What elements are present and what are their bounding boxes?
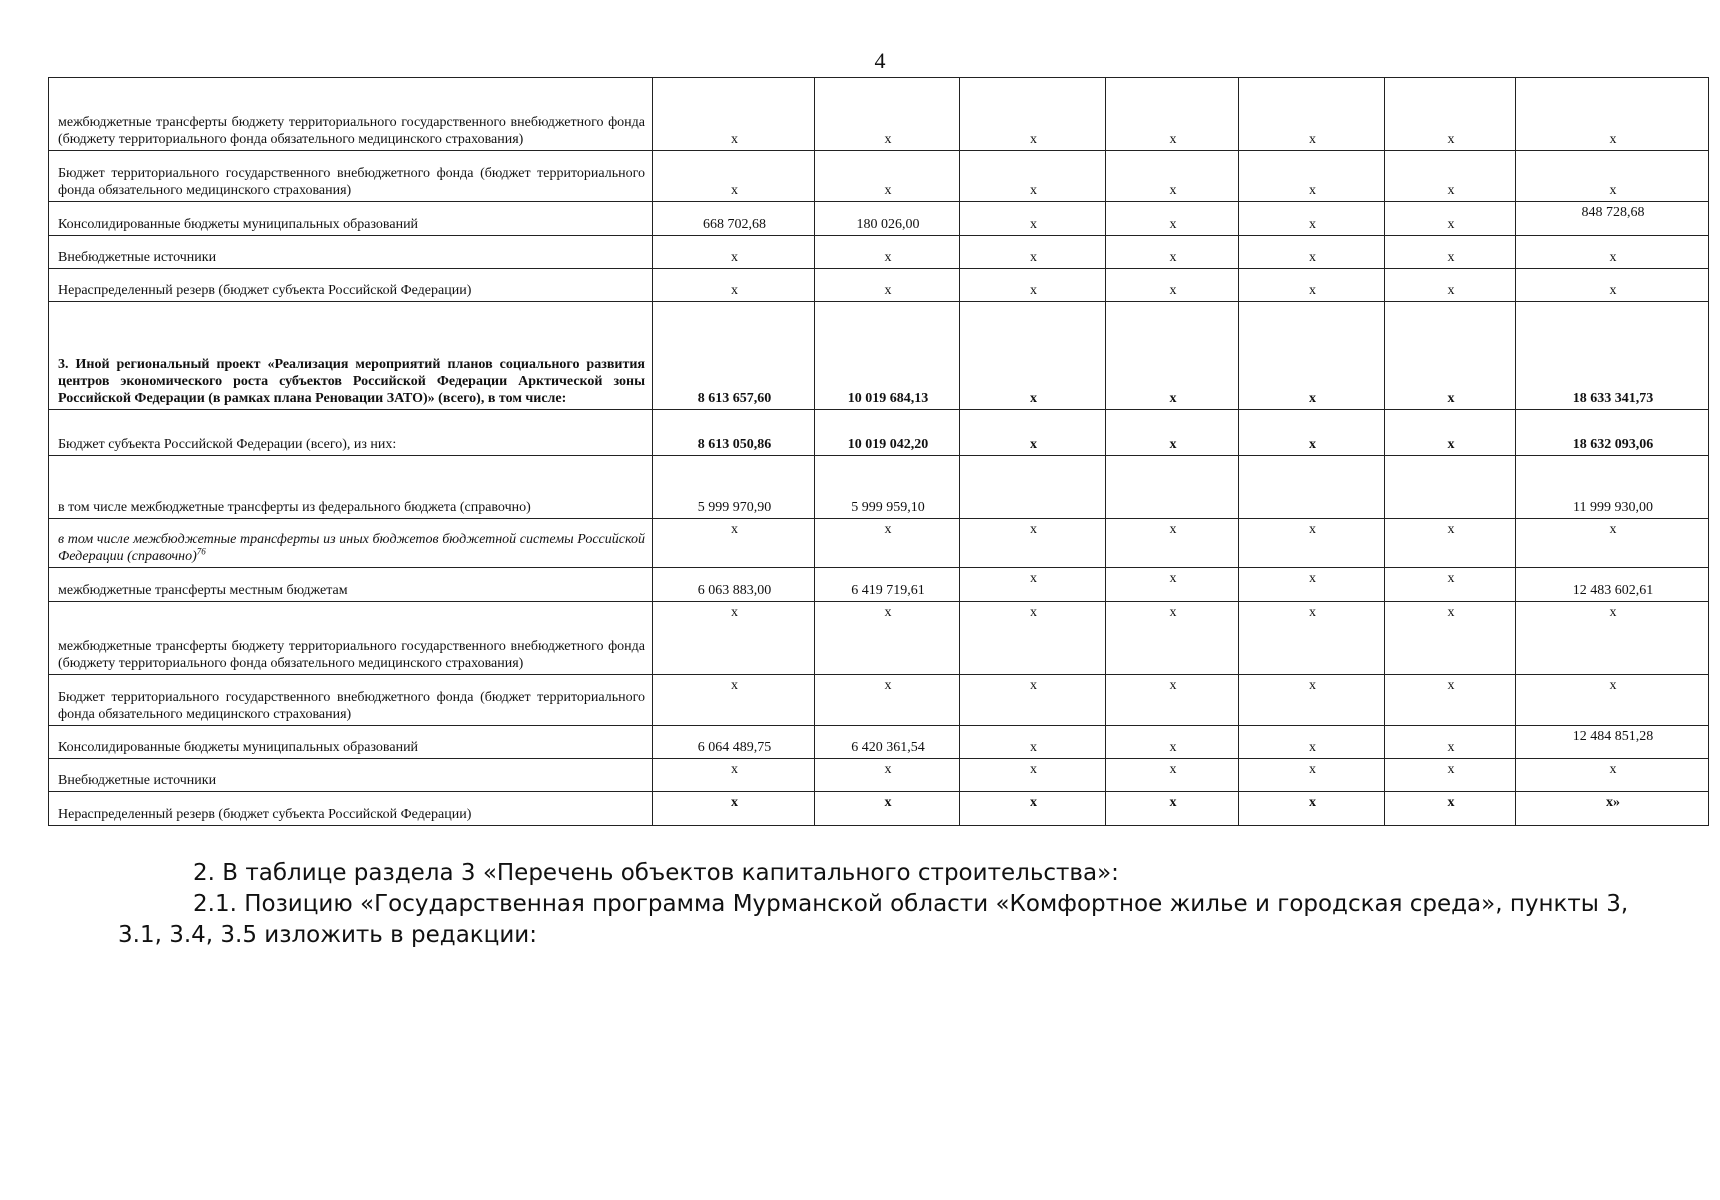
row-label: Нераспределенный резерв (бюджет субъекта Российской Федерации) — [49, 269, 653, 302]
table-cell: х — [653, 675, 815, 726]
table-cell: х — [1516, 519, 1709, 568]
table-cell: х — [815, 269, 960, 302]
table-row — [49, 151, 1709, 202]
table-cell: х — [815, 78, 960, 151]
table-cell: х — [1239, 602, 1385, 675]
table-cell: х — [1385, 519, 1516, 568]
row-label: Бюджет территориального государственного внебюджетного фонда (бюджет территориального фонда обязательного медицинского страхования) — [49, 675, 653, 726]
table-cell: х — [960, 726, 1106, 759]
table-cell: х — [1106, 202, 1239, 236]
row-label: Бюджет субъекта Российской Федерации (всего), из них: — [49, 410, 653, 456]
table-row — [49, 726, 1709, 759]
table-cell: х — [1385, 568, 1516, 602]
table-cell: х — [960, 236, 1106, 269]
table-cell: х — [1239, 78, 1385, 151]
table-cell: х — [1106, 302, 1239, 410]
table-cell: х — [1239, 410, 1385, 456]
table-row — [49, 78, 1709, 151]
table-cell: 11 999 930,00 — [1516, 456, 1709, 519]
table-cell: х — [1106, 726, 1239, 759]
table-cell: х — [960, 759, 1106, 792]
table-row — [49, 759, 1709, 792]
row-label: межбюджетные трансферты бюджету территориального государственного внебюджетного фонда (бюджету территориального фонда обязательного медицинского страхования) — [49, 602, 653, 675]
table-cell: х — [1516, 78, 1709, 151]
table-cell: х — [1516, 602, 1709, 675]
table-cell: х — [1385, 410, 1516, 456]
table-cell: х — [1385, 78, 1516, 151]
table-cell: х — [960, 202, 1106, 236]
table-cell: х — [1239, 759, 1385, 792]
table-cell: х — [1385, 675, 1516, 726]
row-label: межбюджетные трансферты бюджету территориального государственного внебюджетного фонда (бюджету территориального фонда обязательного медицинского страхования) — [49, 78, 653, 151]
table-cell: х — [1239, 202, 1385, 236]
table-cell: х — [1106, 602, 1239, 675]
table-cell: х — [1385, 236, 1516, 269]
paragraph-section-3: 2. В таблице раздела 3 «Перечень объектов капитального строительства»: — [193, 860, 1119, 886]
table-cell: 12 483 602,61 — [1516, 568, 1709, 602]
budget-table — [48, 77, 1709, 826]
table-cell: х — [1239, 269, 1385, 302]
table-cell: х — [1106, 269, 1239, 302]
table-cell: х — [1239, 792, 1385, 826]
table-cell: х — [1385, 726, 1516, 759]
table-cell: 6 420 361,54 — [815, 726, 960, 759]
row-label: межбюджетные трансферты местным бюджетам — [49, 568, 653, 602]
table-cell: х — [1239, 236, 1385, 269]
table-cell: х — [1516, 269, 1709, 302]
table-cell: х — [960, 675, 1106, 726]
table-row — [49, 568, 1709, 602]
table-row — [49, 675, 1709, 726]
table-cell: х — [1385, 202, 1516, 236]
table-cell: х — [1516, 759, 1709, 792]
table-cell: х — [653, 236, 815, 269]
table-cell: х — [1106, 568, 1239, 602]
table-cell: 6 064 489,75 — [653, 726, 815, 759]
table-cell: х — [960, 568, 1106, 602]
table-cell: х — [815, 759, 960, 792]
table-cell: х — [960, 519, 1106, 568]
row-label: 3. Иной региональный проект «Реализация мероприятий планов социального развития центров экономического роста субъектов Российской Федерации Арктической зоны Российской Федерации (в рамках плана Реновации ЗАТО)» (всего), в том числе: — [49, 302, 653, 410]
table-cell: х — [1239, 675, 1385, 726]
table-cell: 5 999 970,90 — [653, 456, 815, 519]
table-cell: 10 019 684,13 — [815, 302, 960, 410]
table-cell: х — [1106, 675, 1239, 726]
table-row — [49, 792, 1709, 826]
table-cell: х — [1106, 151, 1239, 202]
table-cell: 668 702,68 — [653, 202, 815, 236]
footnote-marker: 76 — [196, 546, 206, 557]
table-cell: х — [1239, 302, 1385, 410]
table-cell: х — [1385, 602, 1516, 675]
table-row — [49, 410, 1709, 456]
table-row — [49, 602, 1709, 675]
page-number: 4 — [874, 48, 886, 73]
table-row — [49, 302, 1709, 410]
table-cell: х — [653, 269, 815, 302]
table-cell: х — [1385, 759, 1516, 792]
table-row — [49, 519, 1709, 568]
table-cell: х — [1239, 726, 1385, 759]
table-cell: х — [960, 792, 1106, 826]
table-cell: х — [815, 602, 960, 675]
table-cell: х — [653, 151, 815, 202]
table-cell: х — [815, 792, 960, 826]
table-cell: х — [1385, 792, 1516, 826]
table-cell: 8 613 657,60 — [653, 302, 815, 410]
table-cell: х — [815, 151, 960, 202]
row-label: Нераспределенный резерв (бюджет субъекта Российской Федерации) — [49, 792, 653, 826]
table-cell: х — [960, 302, 1106, 410]
table-cell: х — [960, 602, 1106, 675]
table-cell: 18 632 093,06 — [1516, 410, 1709, 456]
table-cell: х — [653, 759, 815, 792]
table-cell: х — [1106, 792, 1239, 826]
table-cell: х — [1239, 519, 1385, 568]
table-cell: х — [1385, 269, 1516, 302]
table-cell: х — [653, 792, 815, 826]
table-cell: 6 419 719,61 — [815, 568, 960, 602]
table-row — [49, 236, 1709, 269]
row-label: Консолидированные бюджеты муниципальных образований — [49, 202, 653, 236]
table-cell: 5 999 959,10 — [815, 456, 960, 519]
table-cell: х — [1385, 151, 1516, 202]
table-cell: х — [960, 410, 1106, 456]
row-label-text: в том числе межбюджетные трансферты из иных бюджетов бюджетной системы Российской Федерации (справочно) — [58, 532, 645, 564]
table-row — [49, 202, 1709, 236]
row-label: в том числе межбюджетные трансферты из федерального бюджета (справочно) — [49, 456, 653, 519]
row-label: Бюджет территориального государственного внебюджетного фонда (бюджет территориального фонда обязательного медицинского страхования) — [49, 151, 653, 202]
row-label: Внебюджетные источники — [49, 236, 653, 269]
table-row — [49, 456, 1709, 519]
table-cell — [1106, 456, 1239, 519]
table-cell: х — [653, 78, 815, 151]
table-cell: х — [1106, 519, 1239, 568]
row-label: Консолидированные бюджеты муниципальных образований — [49, 726, 653, 759]
table-cell: х — [1106, 236, 1239, 269]
table-cell: 180 026,00 — [815, 202, 960, 236]
table-cell: х — [1106, 78, 1239, 151]
row-label — [49, 519, 653, 568]
row-label: Внебюджетные источники — [49, 759, 653, 792]
table-cell: х — [1516, 675, 1709, 726]
table-cell: 10 019 042,20 — [815, 410, 960, 456]
table-cell: х — [653, 602, 815, 675]
table-cell: х — [815, 519, 960, 568]
table-cell: х — [1516, 151, 1709, 202]
table-cell — [960, 456, 1106, 519]
table-cell: 12 484 851,28 — [1516, 726, 1709, 759]
table-cell: 848 728,68 — [1516, 202, 1709, 236]
table-cell: х — [1239, 151, 1385, 202]
table-row — [49, 269, 1709, 302]
table-cell: х» — [1516, 792, 1709, 826]
table-cell — [1385, 456, 1516, 519]
table-cell: х — [960, 151, 1106, 202]
table-cell: х — [960, 269, 1106, 302]
table-cell: х — [815, 675, 960, 726]
table-cell: х — [1106, 410, 1239, 456]
table-cell: х — [1239, 568, 1385, 602]
table-cell: 18 633 341,73 — [1516, 302, 1709, 410]
table-cell: 6 063 883,00 — [653, 568, 815, 602]
table-cell: х — [1516, 236, 1709, 269]
paragraph-position: 2.1. Позицию «Государственная программа Мурманской области «Комфортное жилье и городская среда», пункты 3, 3.1, 3.4, 3.5 изложить в редакции: — [118, 891, 1629, 948]
table-cell: х — [960, 78, 1106, 151]
table-cell — [1239, 456, 1385, 519]
table-cell: х — [815, 236, 960, 269]
table-cell: х — [1385, 302, 1516, 410]
table-cell: 8 613 050,86 — [653, 410, 815, 456]
table-cell: х — [1106, 759, 1239, 792]
table-cell: х — [653, 519, 815, 568]
